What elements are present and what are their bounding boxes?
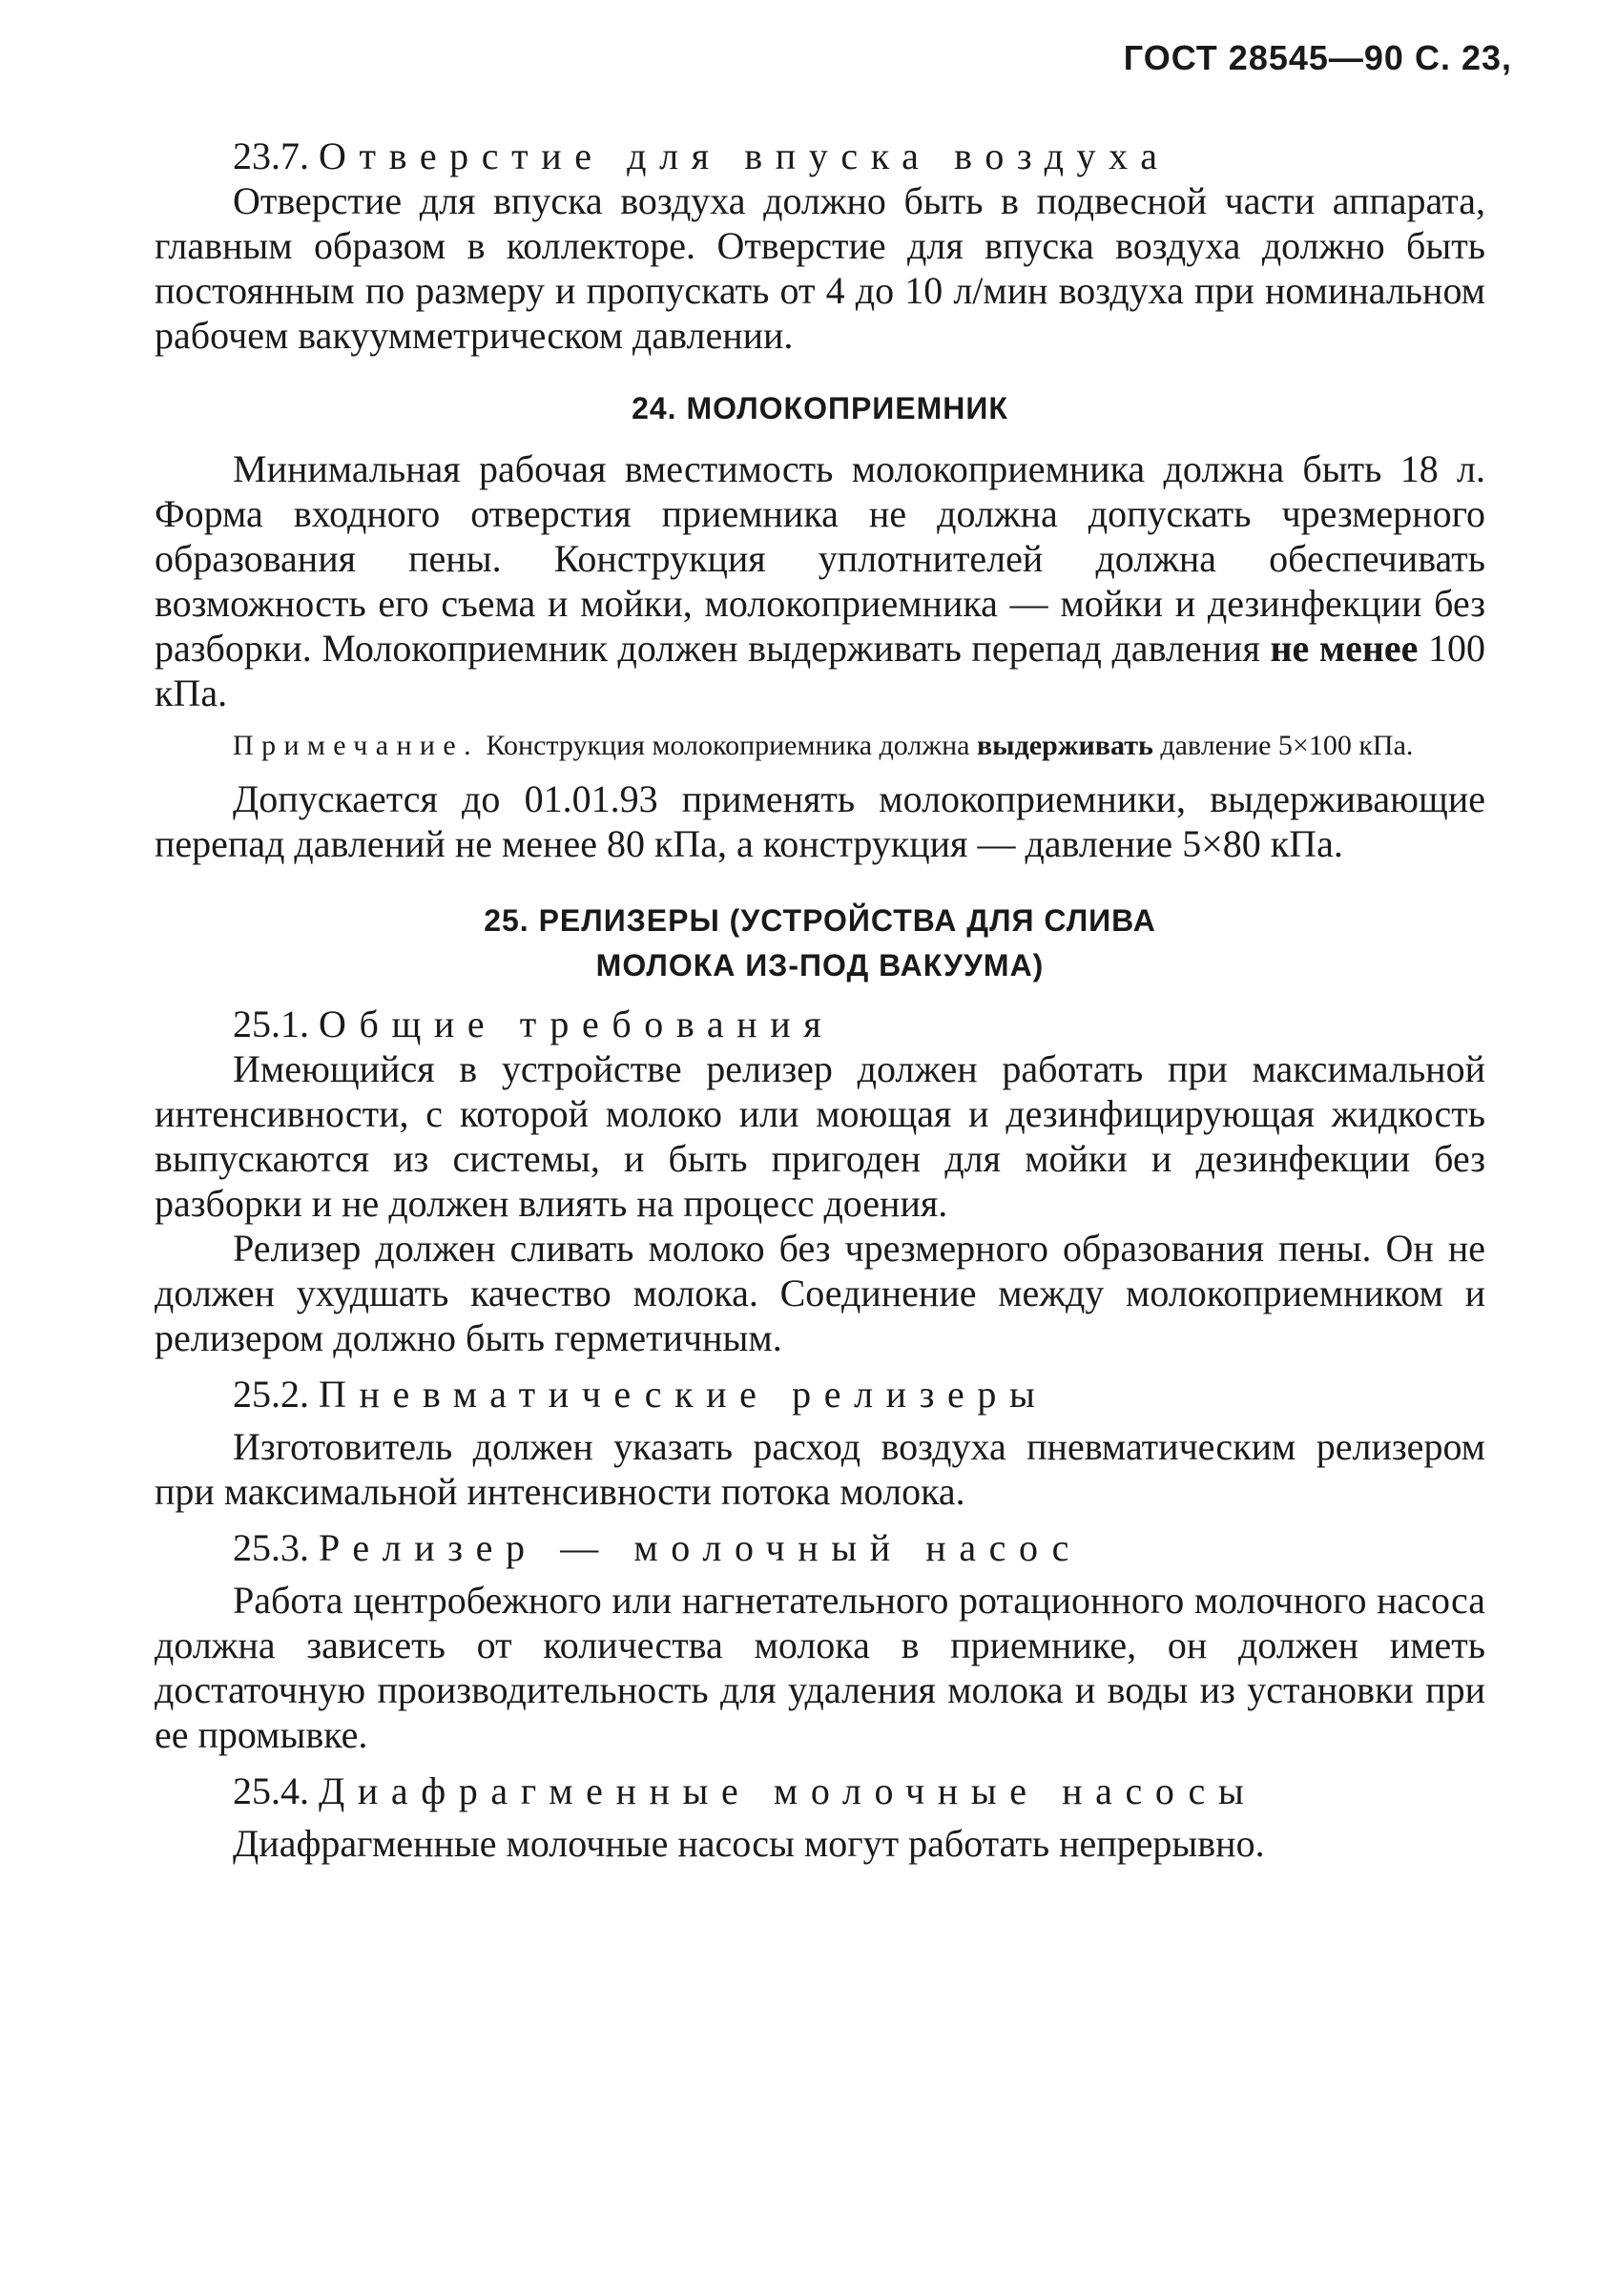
paragraph-25-1-1: Имеющийся в устройстве релизер должен работать при максимальной интенсивности, с которой молоко или моющая и дезинфицирующая жидкость выпускаются из системы, и быть пригоден для мойки и дезинфекции без разборки и не должен влиять на процесс доения.	[155, 1047, 1485, 1225]
section-25-heading-line2: МОЛОКА ИЗ-ПОД ВАКУУМА)	[595, 948, 1045, 983]
page-content	[155, 134, 1485, 1866]
subsection-23-7-title	[155, 134, 1485, 178]
paragraph-25-2: Изготовитель должен указать расход воздуха пневматическим релизером при максимальной интенсивности потока молока.	[155, 1425, 1485, 1513]
subsection-25-1-title: 25.1. Общие требования	[233, 1003, 835, 1045]
section-25-heading-line1: 25. РЕЛИЗЕРЫ (УСТРОЙСТВА ДЛЯ СЛИВА	[484, 903, 1156, 938]
subsection-title: Отверстие для впуска воздуха	[319, 134, 1171, 177]
paragraph-24-2: Допускается до 01.01.93 применять молокоприемники, выдерживающие перепад давлений не менее 80 кПа, а конструкция — давление 5×80 кПа.	[155, 777, 1485, 865]
paragraph-25-3: Работа центробежного или нагнетательного ротационного молочного насоса должна зависеть от количества молока в приемнике, он должен иметь достаточную производительность для удаления молока и воды из установки при ее промывке.	[155, 1579, 1485, 1756]
paragraph-24-1: Минимальная рабочая вместимость молокоприемника должна быть 18 л. Форма входного отверстия приемника не должна допускать чрезмерного образования пены. Конструкция уплотнителей должна обеспечивать возможность его съема и мойки, молокоприемника — мойки и дезинфекции без разборки. Молокоприемник должен выдерживать перепад давления не менее 100 кПа.	[155, 447, 1486, 714]
paragraph-23-7: Отверстие для впуска воздуха должно быть в подвесной части аппарата, главным образом в коллекторе. Отверстие для впуска воздуха должно быть постоянным по размеру и пропускать от 4 до 10 л/мин воздуха при номинальном рабочем вакуумметрическом давлении.	[155, 179, 1485, 357]
paragraph-25-1-2: Релизер должен сливать молоко без чрезмерного образования пены. Он не должен ухудшать качество молока. Соединение между молокоприемником и релизером должно быть герметичным.	[155, 1227, 1485, 1359]
note-label: Примечание.	[233, 730, 480, 761]
page-header: ГОСТ 28545—90 С. 23,	[1123, 38, 1512, 77]
section-25-heading	[155, 899, 1485, 988]
subsection-25-3-title: 25.3. Релизер — молочный насос	[233, 1526, 1082, 1569]
subsection-number: 23.7.	[233, 134, 309, 177]
paragraph-25-4: Диафрагменные молочные насосы могут работать непрерывно.	[233, 1822, 1265, 1865]
note-24: Примечание. Конструкция молокоприемника должна выдерживать давление 5×100 кПа.	[233, 730, 1414, 761]
subsection-25-4-title: 25.4. Диафрагменные молочные насосы	[233, 1769, 1257, 1812]
section-24-heading: 24. МОЛОКОПРИЕМНИК	[632, 391, 1008, 425]
subsection-25-2-title: 25.2. Пневматические релизеры	[233, 1373, 1048, 1416]
